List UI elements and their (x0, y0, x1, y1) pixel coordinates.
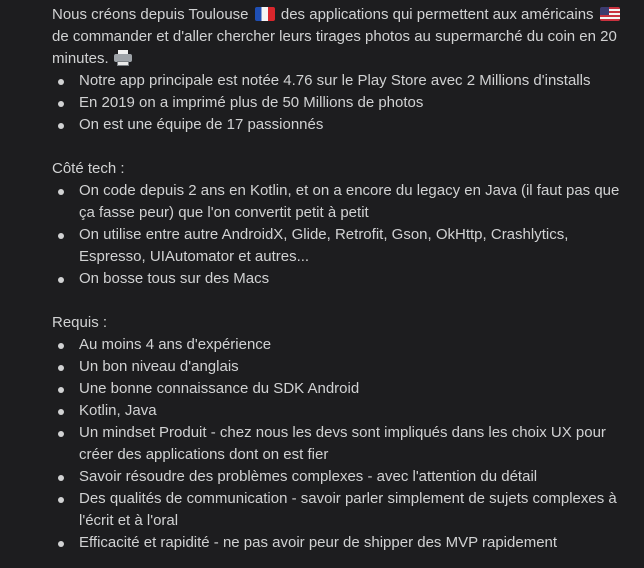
requirement-item: Des qualités de communication - savoir parler simplement de sujets complexes à l'écrit et à l'oral (52, 488, 636, 532)
intro-text-2: des applications qui permettent aux américains (280, 6, 594, 23)
fact-item: On est une équipe de 17 passionnés (52, 114, 636, 136)
requirement-item: Savoir résoudre des problèmes complexes - avec l'attention du détail (52, 466, 636, 488)
tech-item: On code depuis 2 ans en Kotlin, et on a encore du legacy en Java (il faut pas que ça fasse peur) que l'on convertit petit à petit (52, 180, 636, 224)
requirement-item: Un mindset Produit - chez nous les devs sont impliqués dans les choix UX pour créer des applications dont on est fier (52, 422, 636, 466)
requirement-item: Un bon niveau d'anglais (52, 356, 636, 378)
intro-text-1: Nous créons depuis Toulouse (52, 6, 249, 23)
us-flag-emoji (600, 7, 620, 21)
message-body (52, 0, 636, 554)
tech-list (52, 180, 636, 290)
fact-item: Notre app principale est notée 4.76 sur le Play Store avec 2 Millions d'installs (52, 70, 636, 92)
fact-item: En 2019 on a imprimé plus de 50 Millions de photos (52, 92, 636, 114)
intro-paragraph (52, 4, 636, 70)
printer-emoji (113, 50, 133, 66)
requirements-section-title: Requis : (52, 314, 108, 331)
requirement-item: Une bonne connaissance du SDK Android (52, 378, 636, 400)
tech-item: On bosse tous sur des Macs (52, 268, 636, 290)
french-flag-emoji (255, 7, 275, 21)
requirement-item: Au moins 4 ans d'expérience (52, 334, 636, 356)
tech-item: On utilise entre autre AndroidX, Glide, Retrofit, Gson, OkHttp, Crashlytics, Espresso, UIAutomator et autres... (52, 224, 636, 268)
requirement-item: Efficacité et rapidité - ne pas avoir peur de shipper des MVP rapidement (52, 532, 636, 554)
facts-list (52, 70, 636, 136)
requirement-item: Kotlin, Java (52, 400, 636, 422)
requirements-list (52, 334, 636, 554)
intro-text-3: de commander et d'aller chercher leurs tirages photos au supermarché du coin en 20 minutes. (52, 28, 617, 67)
tech-section-title: Côté tech : (52, 160, 125, 177)
